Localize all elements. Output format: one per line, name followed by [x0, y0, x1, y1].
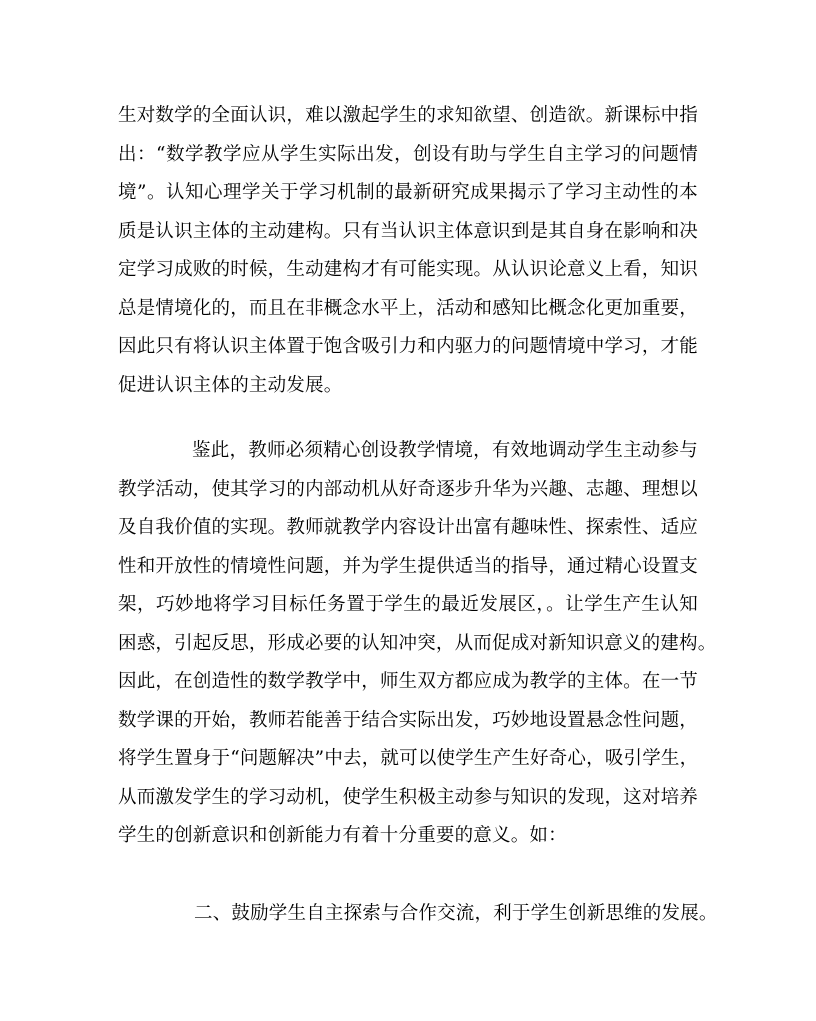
paragraph-line: 生对数学的全面认识，难以激起学生的求知欲望、创造欲。新课标中指: [118, 105, 698, 126]
paragraph-line: 出：“数学教学应从学生实际出发，创设有助与学生自主学习的问题情: [118, 143, 698, 165]
paragraph-line: 质是认识主体的主动建构。只有当认识主体意识到是其自身在影响和决: [118, 220, 698, 242]
paragraph-line: 性和开放性的情境性问题，并为学生提供适当的指导，通过精心设置支: [118, 555, 698, 577]
paragraph-line: 定学习成败的时候，生动建构才有可能实现。从认识论意义上看，知识: [118, 259, 698, 280]
paragraph-line: 及自我价值的实现。教师就教学内容设计出富有趣味性、探索性、适应: [118, 517, 698, 538]
section-heading-2: [118, 895, 718, 934]
paragraph-line: 促进认识主体的主动发展。: [118, 374, 343, 396]
paragraph-line: 总是情境化的，而且在非概念水平上，活动和感知比概念化更加重要，: [118, 297, 698, 319]
paragraph-line: 学生的创新意识和创新能力有着十分重要的意义。如：: [118, 825, 567, 846]
paragraph-line: 架，巧妙地将学习目标任务置于学生的最近发展区，。让学生产生认知: [118, 594, 698, 615]
paragraph-line: 数学课的开始，教师若能善于结合实际出发，巧妙地设置悬念性问题，: [118, 709, 698, 731]
paragraph-line: 鉴此，教师必须精心创设教学情境，有效地调动学生主动参与: [192, 440, 698, 461]
paragraph-1: [118, 97, 698, 405]
paragraph-line: 将学生置身于“问题解决”中去，就可以使学生产生好奇心，吸引学生，: [118, 748, 699, 769]
section-heading-text: 二、鼓励学生自主探索与合作交流，利于学生创新思维的发展。: [194, 903, 718, 924]
paragraph-line: 从而激发学生的学习动机，使学生积极主动参与知识的发现，这对培养: [118, 786, 698, 808]
paragraph-line: 困惑，引起反思，形成必要的认知冲突，从而促成对新知识意义的建构。: [118, 632, 717, 654]
paragraph-line: 境”。认知心理学关于学习机制的最新研究成果揭示了学习主动性的本: [118, 182, 698, 203]
paragraph-line: 因此，在创造性的数学教学中，师生双方都应成为教学的主体。在一节: [118, 671, 698, 692]
paragraph-line: 因此只有将认识主体置于饱含吸引力和内驱力的问题情境中学习，才能: [118, 336, 698, 357]
paragraph-line: 教学活动，使其学习的内部动机从好奇逐步升华为兴趣、志趣、理想以: [118, 478, 698, 500]
paragraph-2: [118, 432, 717, 856]
